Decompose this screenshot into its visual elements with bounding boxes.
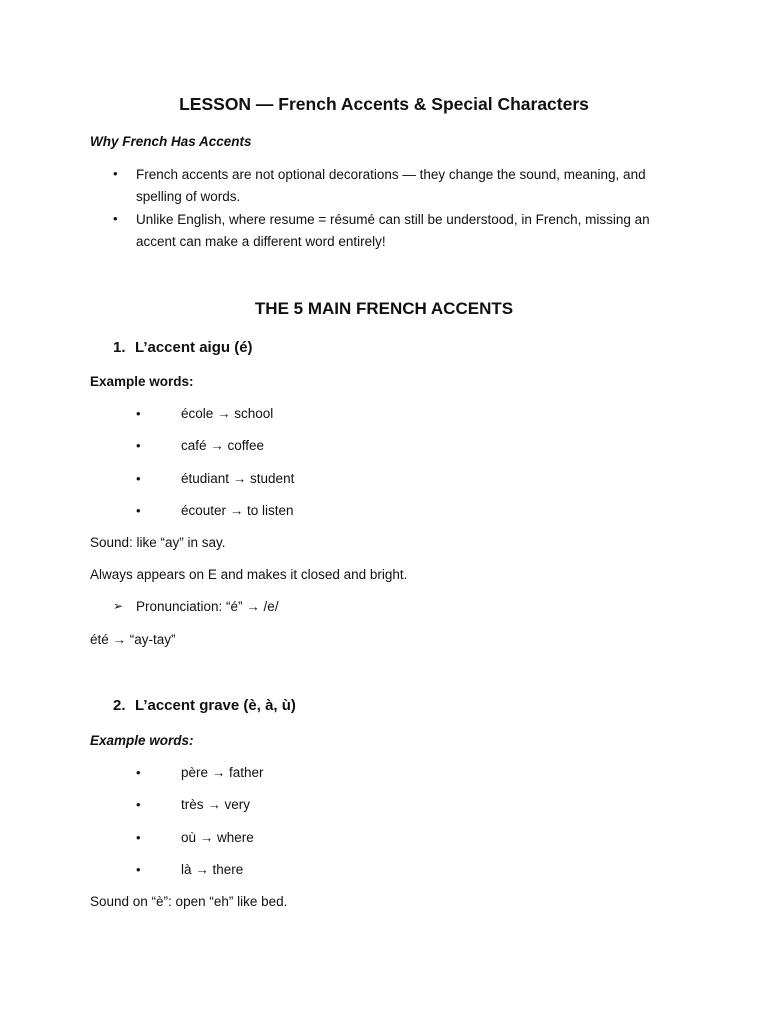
- bullet-icon: •: [136, 471, 141, 486]
- accent-1-example-pron: été → “ay-tay”: [90, 632, 176, 647]
- accent-1-examples-label: Example words:: [90, 374, 194, 389]
- arrow-bullet-icon: ➢: [113, 599, 124, 613]
- page-title: LESSON — French Accents & Special Characters: [179, 94, 589, 114]
- accent-1-heading: [113, 339, 253, 356]
- section-title: THE 5 MAIN FRENCH ACCENTS: [254, 299, 514, 318]
- bullet-icon: •: [136, 503, 141, 518]
- accent-2-example-4: là → there: [181, 862, 244, 877]
- why-heading: Why French Has Accents: [90, 134, 252, 149]
- accent-2-number: 2.: [113, 697, 126, 714]
- accent-1-example-2: café → coffee: [181, 438, 265, 453]
- accent-2-example-1: père → father: [181, 765, 264, 780]
- bullet-icon: •: [136, 406, 141, 421]
- accent-2-example-2: très → very: [181, 797, 251, 812]
- accent-2-examples-label: Example words:: [90, 733, 194, 748]
- bullet-icon: •: [136, 765, 141, 780]
- bullet-icon: •: [136, 797, 141, 812]
- bullet-icon: •: [113, 211, 118, 226]
- accent-2-heading: [113, 697, 296, 714]
- accent-1-name: L’accent aigu (é): [135, 339, 253, 356]
- accent-1-example-4: écouter → to listen: [181, 503, 294, 518]
- bullet-icon: •: [136, 862, 141, 877]
- bullet-icon: •: [136, 438, 141, 453]
- bullet-icon: •: [136, 830, 141, 845]
- bullet-icon: •: [113, 166, 118, 181]
- accent-1-note: Always appears on E and makes it closed and bright.: [90, 567, 408, 582]
- accent-1-pronunciation: Pronunciation: “é” → /e/: [136, 599, 279, 614]
- why-bullet-1: French accents are not optional decorations — they change the sound, meaning, and spelling of words.: [136, 167, 646, 204]
- why-bullet-2: Unlike English, where resume = résumé can still be understood, in French, missing an accent can make a different word entirely!: [136, 212, 650, 249]
- accent-2-name: L’accent grave (è, à, ù): [135, 697, 296, 714]
- accent-1-sound: Sound: like “ay” in say.: [90, 535, 226, 550]
- accent-1-number: 1.: [113, 339, 126, 356]
- accent-2-sound: Sound on “è”: open “eh” like bed.: [90, 894, 288, 909]
- accent-1-example-3: étudiant → student: [181, 471, 295, 486]
- accent-1-example-1: école → school: [181, 406, 274, 421]
- accent-2-example-3: où → where: [181, 830, 254, 845]
